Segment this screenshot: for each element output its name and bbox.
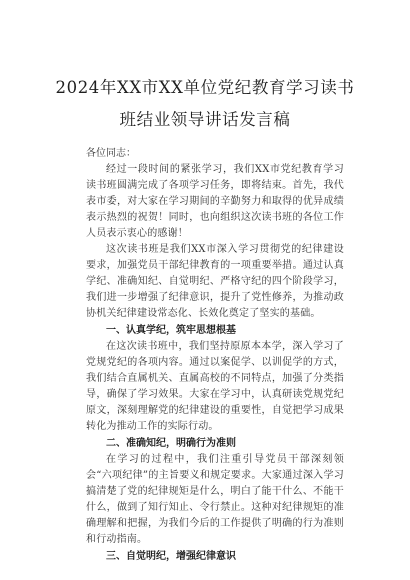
- section-heading-1: 一、认真学纪，筑牢思想根基: [106, 325, 236, 336]
- section-text-1: 在这次读书班中，我们坚持原原本本学，深入学习了党规党纪的各项内容。通过以案促学、以训促学的方式，我们结合直属机关、直属高校的不同特点，加强了分类指导，确保了学习效果。大家在学习中，认真研读党规党纪原文，深刻理解党的纪律建设的重要性，自觉把学习成果转化为推动工作的实际行动。: [86, 341, 344, 432]
- intro-paragraph-1: 经过一段时间的紧张学习，我们XX市党纪教育学习读书班圆满完成了各项学习任务，即将结束。首先，我代表市委，对大家在学习期间的辛勤努力和取得的优异成绩表示热烈的祝贺！同时，也向组织这次读书班的各位工作人员表示衷心的感谢！: [86, 164, 344, 239]
- salutation: 各位同志：: [86, 148, 136, 159]
- section-heading-3: 三、自觉明纪，增强纪律意识: [106, 551, 236, 562]
- intro-paragraph-2: 这次读书班是我们XX市深入学习贯彻党的纪律建设要求，加强党员干部纪律教育的一项重要举措。通过认真学纪、准确知纪、自觉明纪、严格守纪的四个阶段学习，我们进一步增强了纪律意识，提升了党性修养，为推动政协机关纪律建设常态化、长效化奠定了坚实的基础。: [86, 244, 344, 319]
- section-text-2: 在学习的过程中，我们注重引导党员干部深刻领会“六项纪律”的主旨要义和规定要求。大家通过深入学习搞清楚了党的纪律规矩是什么，明白了能干什么、不能干什么，做到了知行知止、令行禁止。这种对纪律规矩的准确理解和把握，为我们今后的工作提供了明确的行为准则和行动指南。: [86, 454, 344, 545]
- section-heading-2: 二、准确知纪，明确行为准则: [106, 438, 236, 449]
- title-line-1: 2024年XX市XX单位党纪教育学习读书: [55, 78, 355, 97]
- document-title: [50, 72, 360, 136]
- document-body: [86, 146, 344, 565]
- title-line-2: 班结业领导讲话发言稿: [119, 110, 291, 129]
